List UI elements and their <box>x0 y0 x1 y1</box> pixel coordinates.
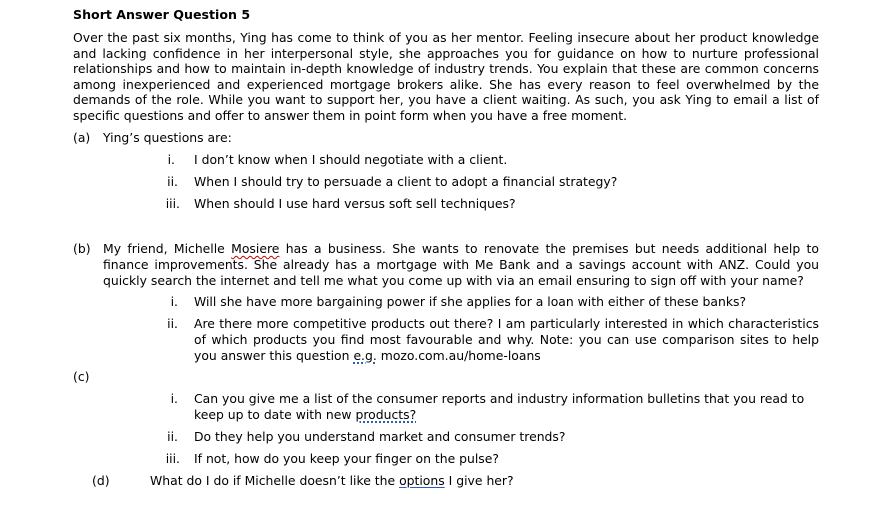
list-item-text: I don’t know when I should negotiate with a client. <box>194 152 508 167</box>
part-c-label: (c) <box>73 369 90 384</box>
list-item-number: ii. <box>167 429 178 444</box>
list-item-number: iii. <box>165 451 180 466</box>
list-item-text <box>194 316 819 364</box>
part-d-label: (d) <box>92 473 110 488</box>
question-title: Short Answer Question 5 <box>73 7 251 22</box>
list-item-number: iii. <box>165 196 180 211</box>
grammar-check-word: options <box>399 473 445 488</box>
part-d-question <box>150 473 514 489</box>
list-item-text: Will she have more bargaining power if she applies for a loan with either of these banks? <box>194 294 747 309</box>
part-a-label: (a) <box>73 130 91 145</box>
list-item-number: ii. <box>167 174 178 189</box>
grammar-check-word: products? <box>355 407 417 422</box>
part-d-text-end: I give her? <box>448 473 514 488</box>
spellcheck-word: Mosiere <box>231 241 280 256</box>
part-a-lead: Ying’s questions are: <box>103 130 232 145</box>
part-d-text-start: What do I do if Michelle doesn’t like the <box>150 473 396 488</box>
part-b-lead <box>103 241 819 289</box>
list-item-number: ii. <box>167 316 178 331</box>
list-item-text-start: Are there more competitive products out there? I am particularly interested in which characteristics of which products you find most favourable and why. Note: you can use comparison sites to help you answer this question <box>194 316 819 363</box>
list-item-text: When I should try to persuade a client to adopt a financial strategy? <box>194 174 618 189</box>
list-item-number: i. <box>170 294 178 309</box>
list-item-number: i. <box>170 391 178 406</box>
list-item-text: When should I use hard versus soft sell techniques? <box>194 196 516 211</box>
list-item-text-end: mozo.com.au/home-loans <box>380 348 541 363</box>
list-item-text <box>194 391 819 423</box>
part-b-lead-start: My friend, Michelle <box>103 241 225 256</box>
scenario-paragraph: Over the past six months, Ying has come to think of you as her mentor. Feeling insecure about her product knowledge and lacking confidence in her interpersonal style, she approaches you for guidance on how to nurture professional relationships and how to maintain in-depth knowledge of industry trends. You explain that these are common concerns among inexperienced and experienced mortgage brokers alike. She has every reason to feel overwhelmed by the demands of the role. While you want to support her, you have a client waiting. As such, you ask Ying to email a list of specific questions and offer to answer them in point form when you have a free moment. <box>73 30 819 123</box>
list-item-text-start: Can you give me a list of the consumer reports and industry information bulletins that you read to keep up to date with new <box>194 391 805 422</box>
list-item-number: i. <box>167 152 175 167</box>
part-b-lead-rest: has a business. She wants to renovate the premises but needs additional help to finance improvements. She already has a mortgage with Me Bank and a savings account with ANZ. Could you quickly search the internet and tell me what you come up with via an email ensuring to sign off with your name? <box>103 241 819 288</box>
part-b-label: (b) <box>73 241 91 256</box>
list-item-text: If not, how do you keep your finger on the pulse? <box>194 451 499 466</box>
list-item-text: Do they help you understand market and consumer trends? <box>194 429 566 444</box>
grammar-check-word: e.g. <box>353 348 377 363</box>
